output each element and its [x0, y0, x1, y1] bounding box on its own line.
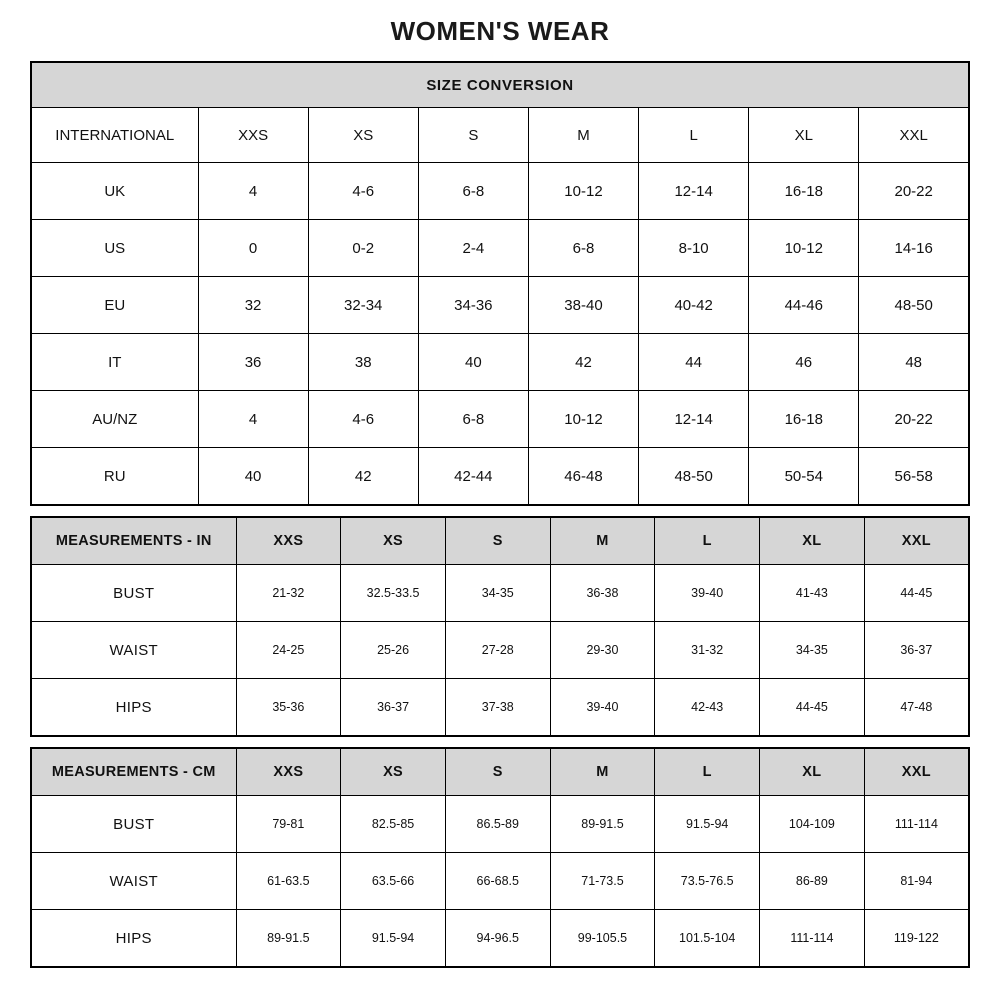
table-cell: 10-12 [749, 220, 859, 277]
table-cell: 47-48 [864, 679, 969, 737]
size-column-header: L [639, 108, 749, 163]
table-cell: 111-114 [760, 910, 865, 968]
table-row [31, 391, 969, 448]
table-cell: 20-22 [859, 163, 969, 220]
table-cell: 42 [528, 334, 638, 391]
table-cell: 61-63.5 [236, 853, 341, 910]
table-cell: 91.5-94 [341, 910, 446, 968]
size-column-header: M [550, 517, 655, 565]
size-column-header: XXL [864, 517, 969, 565]
table-cell: 40 [418, 334, 528, 391]
table-cell: 12-14 [639, 391, 749, 448]
table-cell: 35-36 [236, 679, 341, 737]
table-row [31, 277, 969, 334]
table-cell: 42-44 [418, 448, 528, 506]
table-cell: 2-4 [418, 220, 528, 277]
table-cell: 12-14 [639, 163, 749, 220]
row-header: HIPS [31, 679, 236, 737]
size-column-header: XS [341, 517, 446, 565]
table-cell: 40-42 [639, 277, 749, 334]
size-column-header: S [418, 108, 528, 163]
table-cell: 36-37 [341, 679, 446, 737]
table-cell: 44 [639, 334, 749, 391]
size-column-header: XL [760, 748, 865, 796]
size-column-header: XS [341, 748, 446, 796]
table-row [31, 565, 969, 622]
table-cell: 6-8 [418, 391, 528, 448]
size-conversion-body [31, 163, 969, 506]
table-cell: 34-35 [445, 565, 550, 622]
table-row [31, 622, 969, 679]
table-cell: 86-89 [760, 853, 865, 910]
table-cell: 36 [198, 334, 308, 391]
table-cell: 8-10 [639, 220, 749, 277]
row-header: BUST [31, 565, 236, 622]
row-header: AU/NZ [31, 391, 198, 448]
size-column-header: XXS [236, 748, 341, 796]
table-row [31, 334, 969, 391]
size-conversion-table [30, 61, 970, 506]
table-cell: 4 [198, 391, 308, 448]
table-cell: 36-38 [550, 565, 655, 622]
table-row [31, 679, 969, 737]
table-cell: 20-22 [859, 391, 969, 448]
table-cell: 27-28 [445, 622, 550, 679]
table-cell: 46-48 [528, 448, 638, 506]
table-row [31, 220, 969, 277]
table-cell: 16-18 [749, 391, 859, 448]
table-cell: 86.5-89 [445, 796, 550, 853]
table-cell: 38 [308, 334, 418, 391]
measurements-cm-header-row [31, 748, 969, 796]
page-title: WOMEN'S WEAR [390, 16, 610, 46]
table-cell: 34-36 [418, 277, 528, 334]
row-header: RU [31, 448, 198, 506]
row-header: US [31, 220, 198, 277]
table-row [31, 163, 969, 220]
table-cell: 50-54 [749, 448, 859, 506]
table-cell: 63.5-66 [341, 853, 446, 910]
table-cell: 25-26 [341, 622, 446, 679]
table-cell: 34-35 [760, 622, 865, 679]
table-cell: 38-40 [528, 277, 638, 334]
table-cell: 71-73.5 [550, 853, 655, 910]
row-header: BUST [31, 796, 236, 853]
size-column-header: S [445, 517, 550, 565]
size-column-header: M [550, 748, 655, 796]
table-cell: 32 [198, 277, 308, 334]
table-cell: 32-34 [308, 277, 418, 334]
measurements-cm-table [30, 747, 970, 968]
table-cell: 82.5-85 [341, 796, 446, 853]
table-cell: 89-91.5 [236, 910, 341, 968]
table-cell: 48-50 [859, 277, 969, 334]
table-cell: 29-30 [550, 622, 655, 679]
row-header: HIPS [31, 910, 236, 968]
table-cell: 44-46 [749, 277, 859, 334]
table-label-header: INTERNATIONAL [31, 108, 198, 163]
table-cell: 44-45 [760, 679, 865, 737]
table-row [31, 853, 969, 910]
table-cell: 42 [308, 448, 418, 506]
table-cell: 21-32 [236, 565, 341, 622]
table-cell: 16-18 [749, 163, 859, 220]
size-column-header: XL [760, 517, 865, 565]
table-cell: 40 [198, 448, 308, 506]
table-cell: 89-91.5 [550, 796, 655, 853]
table-label-header: MEASUREMENTS - CM [31, 748, 236, 796]
row-header: EU [31, 277, 198, 334]
table-cell: 14-16 [859, 220, 969, 277]
table-row [31, 796, 969, 853]
measurements-in-body [31, 565, 969, 737]
size-column-header: S [445, 748, 550, 796]
table-cell: 6-8 [528, 220, 638, 277]
table-cell: 94-96.5 [445, 910, 550, 968]
table-cell: 111-114 [864, 796, 969, 853]
size-column-header: XXS [236, 517, 341, 565]
table-cell: 91.5-94 [655, 796, 760, 853]
table-cell: 0-2 [308, 220, 418, 277]
table-cell: 41-43 [760, 565, 865, 622]
row-header: WAIST [31, 622, 236, 679]
table-cell: 10-12 [528, 391, 638, 448]
table-cell: 39-40 [550, 679, 655, 737]
measurements-in-header-row [31, 517, 969, 565]
size-column-header: L [655, 517, 760, 565]
table-row [31, 910, 969, 968]
table-label-header: MEASUREMENTS - IN [31, 517, 236, 565]
row-header: IT [31, 334, 198, 391]
table-cell: 101.5-104 [655, 910, 760, 968]
size-column-header: XXL [859, 108, 969, 163]
size-column-header: XXS [198, 108, 308, 163]
table-cell: 37-38 [445, 679, 550, 737]
measurements-cm-body [31, 796, 969, 968]
table-cell: 36-37 [864, 622, 969, 679]
size-column-header: M [528, 108, 638, 163]
table-cell: 119-122 [864, 910, 969, 968]
row-header: UK [31, 163, 198, 220]
table-cell: 31-32 [655, 622, 760, 679]
table-cell: 81-94 [864, 853, 969, 910]
table-cell: 48-50 [639, 448, 749, 506]
table-cell: 0 [198, 220, 308, 277]
table-cell: 44-45 [864, 565, 969, 622]
table-cell: 66-68.5 [445, 853, 550, 910]
size-conversion-header-row [31, 108, 969, 163]
table-cell: 99-105.5 [550, 910, 655, 968]
size-column-header: XXL [864, 748, 969, 796]
size-column-header: XS [308, 108, 418, 163]
table-cell: 56-58 [859, 448, 969, 506]
row-header: WAIST [31, 853, 236, 910]
table-cell: 39-40 [655, 565, 760, 622]
table-cell: 79-81 [236, 796, 341, 853]
table-cell: 42-43 [655, 679, 760, 737]
table-title-row [31, 62, 969, 108]
size-column-header: XL [749, 108, 859, 163]
table-cell: 4-6 [308, 391, 418, 448]
table-row [31, 448, 969, 506]
table-cell: 10-12 [528, 163, 638, 220]
table-cell: 6-8 [418, 163, 528, 220]
table-cell: 46 [749, 334, 859, 391]
table-cell: 104-109 [760, 796, 865, 853]
table-cell: 73.5-76.5 [655, 853, 760, 910]
size-conversion-title: SIZE CONVERSION [31, 62, 969, 108]
table-cell: 4 [198, 163, 308, 220]
size-column-header: L [655, 748, 760, 796]
table-cell: 24-25 [236, 622, 341, 679]
table-cell: 48 [859, 334, 969, 391]
measurements-in-table [30, 516, 970, 737]
table-cell: 4-6 [308, 163, 418, 220]
table-cell: 32.5-33.5 [341, 565, 446, 622]
